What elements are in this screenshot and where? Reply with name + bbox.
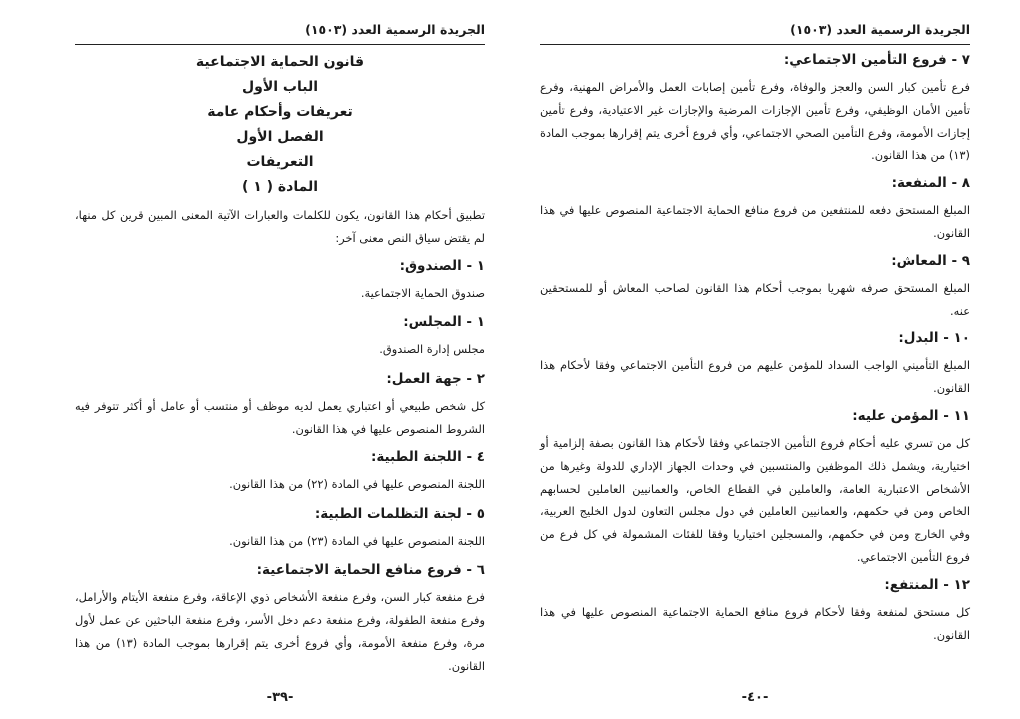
section-subtitle: التعريفات [246,154,314,170]
entry-text: فرع تأمين كبار السن والعجز والوفاة، وفرع تأمين إصابات العمل والأمراض المهنية، وفرع تأمين الأمان الوظيفي، وفرع تأمين الإجازات المرضية والإجازات غير الاعتيادية، وفرع تأمين إجازات الأمومة، وفرع التأمين الصحي الاجتماعي، وأي فروع أخرى يتم إقرارها بموجب المادة (١٣) من هذا القانون. [540,80,970,163]
entry-title: ٨ - المنفعة: [891,175,970,192]
entry-title: ١ - الصندوق: [399,257,485,274]
page-header [75,20,485,45]
entry-title: ٦ - فروع منافع الحماية الاجتماعية: [256,562,485,579]
entry-text: كل مستحق لمنفعة وفقا لأحكام فروع منافع الحماية الاجتماعية المنصوص عليها في هذا القانون. [540,604,970,642]
entry-text: مجلس إدارة الصندوق. [379,342,485,357]
entry-text: كل من تسري عليه أحكام فروع التأمين الاجتماعي وفقا لأحكام هذا القانون بصفة إلزامية أو اختيارية، ويشمل ذلك الموظفين والمنتسبين في وحدات الجهاز الإداري للدولة وغيرها من الأشخاص الاعتبارية العامة، والعاملين في القطاع الخاص، والعمانيين العاملين لحسابهم الخاص ومن في حكمهم، والعمانيين العاملين في دول مجلس التعاون لدول الخليج العربية، وفي الخارج ومن في حكمهم، والمسجلين اختياريا وفقا للفئات المشمولة في كل فرع من فروع التأمين الاجتماعي. [540,435,970,564]
page-39 [75,0,485,719]
entry-title: ١٢ - المنتفع: [884,576,970,593]
article-heading: المادة ( ١ ) [241,179,319,195]
section-heading: الفصل الأول [236,129,324,145]
entry-title: ١ - المجلس: [403,314,485,331]
header-title: الجريدة الرسمية العدد (١٥٠٣) [305,22,485,37]
entry-text: صندوق الحماية الاجتماعية. [360,285,485,300]
entry-title: ٥ - لجنة التظلمات الطبية: [314,505,485,522]
page-40 [540,0,970,719]
page-content [540,50,970,652]
entry-text: المبلغ المستحق دفعه للمنتفعين من فروع منافع الحماية الاجتماعية المنصوص عليها في هذا القانون. [540,203,970,240]
entry-text: فرع منفعة كبار السن، وفرع منفعة الأشخاص ذوي الإعاقة، وفرع منفعة الأيتام والأرامل، وفرع منفعة الطفولة، وفرع منفعة دعم دخل الأسر، وفرع منفعة الباحثين عن عمل لأول مرة، وفرع منفعة الأمومة، وأي فروع أخرى يتم إقرارها بموجب المادة (١٣) من هذا القانون. [75,590,486,673]
law-title: قانون الحماية الاجتماعية [195,54,365,70]
entry-text: اللجنة المنصوص عليها في المادة (٢٣) من هذا القانون. [229,533,485,548]
entry-title: ٤ - اللجنة الطبية: [370,448,485,465]
entry-text: المبلغ التأميني الواجب السداد للمؤمن عليهم من فروع التأمين الاجتماعي وفقا لأحكام هذا القانون. [540,358,970,396]
entry-title: ٢ - جهة العمل: [386,371,485,388]
intro-text: تطبيق أحكام هذا القانون، يكون للكلمات والعبارات الآتية المعنى المبين قرين كل منها، لم يقتض سياق النص معنى آخر: [75,208,485,245]
chapter-subtitle: تعريفات وأحكام عامة [207,104,353,120]
entry-title: ٧ - فروع التأمين الاجتماعي: [783,52,970,68]
entry-title: ١١ - المؤمن عليه: [852,407,970,424]
page-content [75,50,485,684]
entry-text: كل شخص طبيعي أو اعتباري يعمل لديه موظف أو منتسب أو عامل أو أكثر تتوفر فيه الشروط المنصوص عليها في هذا القانون. [75,399,485,436]
page-header [540,20,970,45]
header-title: الجريدة الرسمية العدد (١٥٠٣) [790,22,970,37]
entry-text: المبلغ المستحق صرفه شهريا بموجب أحكام هذا القانون لصاحب المعاش أو للمستحقين عنه. [540,280,970,318]
entry-text: اللجنة المنصوص عليها في المادة (٢٢) من هذا القانون. [229,476,485,491]
chapter-heading: الباب الأول [241,79,319,95]
entry-title: ١٠ - البدل: [898,330,970,347]
entry-title: ٩ - المعاش: [891,252,970,269]
page-number: -٣٩- [266,690,294,705]
page-number: -٤٠- [741,690,769,705]
